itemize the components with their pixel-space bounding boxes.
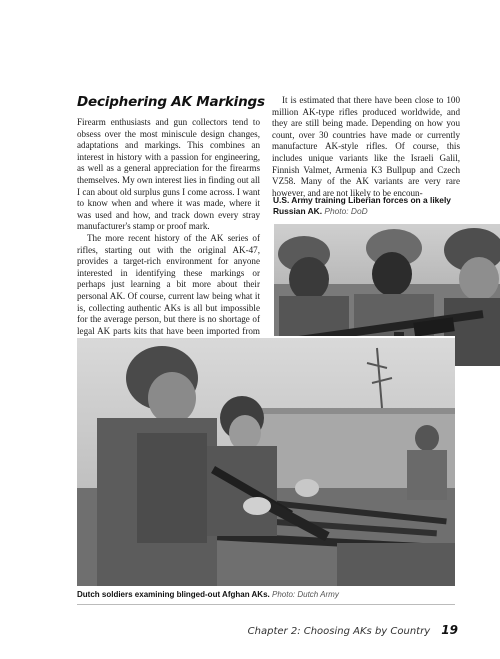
caption-text: U.S. Army training Liberian forces on a likely Russian AK. bbox=[273, 195, 451, 216]
body-paragraph: The more recent history of the AK series of rifles, starting out with the original AK-47, provides a target-rich environment for anyone interested in identifying these markings or perhaps just learning a bit more about their personal AK. Of course, current law being what it is, collecting authentic AKs is all but impossible for the average person, but there is no shortage of legal AK parts kits that have been imported from bbox=[77, 232, 260, 336]
photo-credit: Photo: Dutch Army bbox=[271, 590, 339, 599]
photo-caption-top bbox=[273, 195, 459, 216]
photo-dutch-soldiers-image bbox=[77, 338, 455, 586]
footer-divider bbox=[77, 604, 455, 605]
body-paragraph: It is estimated that there have been close to 100 million AK-type rifles produced worldwide, and they are still being made. Depending on how you count, over 30 countries have made or currently manufacture AK-style rifles. Of course, this includes unique variants like the Israeli Galil, Finnish Valmet, Armenia K3 Bullpup and Czech VZ58. Many of the AK variants are very rare however, and are not likely to be encoun- bbox=[272, 95, 460, 198]
photo-credit: Photo: DoD bbox=[324, 205, 368, 216]
right-column bbox=[272, 95, 460, 199]
photo-caption-main bbox=[77, 590, 455, 600]
photo-dutch-soldiers bbox=[77, 336, 455, 586]
body-paragraph: Firearm enthusiasts and gun collectors tend to obsess over the most miniscule design changes, adaptations and markings. This combines an interest in history with a passion for engineering, as well as a general appreciation for the firearms themselves. My own interest lies in finding out all I can about old surplus guns I come across. I want to know when and where it was made, where it was used and how, and track down every stray manufacturer's stamp or proof mark. bbox=[77, 117, 260, 232]
caption-text: Dutch soldiers examining blinged-out Afghan AKs. bbox=[77, 590, 270, 599]
page-footer bbox=[200, 623, 458, 637]
chapter-title: Chapter 2: Choosing AKs by Country bbox=[247, 626, 431, 637]
left-column bbox=[77, 95, 260, 360]
section-title: Deciphering AK Markings bbox=[77, 94, 265, 110]
page-number: 19 bbox=[441, 623, 458, 637]
